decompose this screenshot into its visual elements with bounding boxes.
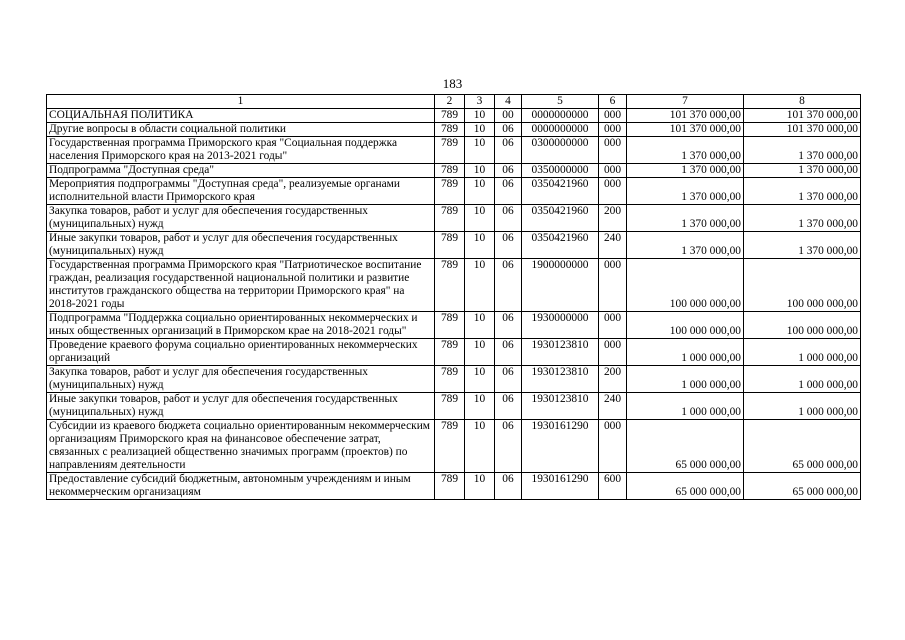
target-article-cell: 0350000000 <box>522 164 599 178</box>
amount-year1-cell: 100 000 000,00 <box>627 312 744 339</box>
expense-type-cell: 000 <box>599 339 627 366</box>
table-row <box>47 312 861 339</box>
amount-year2-cell: 101 370 000,00 <box>744 109 861 123</box>
target-article-cell: 0350421960 <box>522 178 599 205</box>
subsection-code-cell: 06 <box>495 205 522 232</box>
table-row <box>47 420 861 473</box>
row-name-cell: Подпрограмма "Поддержка социально ориентированных некоммерческих и иных общественных организаций в Приморском крае на 2018-2021 годы" <box>47 312 435 339</box>
amount-year2-cell: 101 370 000,00 <box>744 123 861 137</box>
section-code-cell: 10 <box>465 366 495 393</box>
row-name-cell: Проведение краевого форума социально ориентированных некоммерческих организаций <box>47 339 435 366</box>
expense-type-cell: 000 <box>599 178 627 205</box>
amount-year1-cell: 1 370 000,00 <box>627 137 744 164</box>
subsection-code-cell: 06 <box>495 164 522 178</box>
row-name-cell: Государственная программа Приморского края "Социальная поддержка населения Приморского края на 2013-2021 годы" <box>47 137 435 164</box>
amount-year1-cell: 1 370 000,00 <box>627 178 744 205</box>
row-name-cell: Другие вопросы в области социальной политики <box>47 123 435 137</box>
subsection-code-cell: 06 <box>495 393 522 420</box>
ministry-code-cell: 789 <box>435 109 465 123</box>
subsection-code-cell: 06 <box>495 473 522 500</box>
amount-year2-cell: 1 370 000,00 <box>744 137 861 164</box>
section-code-cell: 10 <box>465 339 495 366</box>
amount-year2-cell: 1 000 000,00 <box>744 339 861 366</box>
amount-year1-cell: 1 000 000,00 <box>627 339 744 366</box>
amount-year2-cell: 65 000 000,00 <box>744 420 861 473</box>
target-article-cell: 1930123810 <box>522 339 599 366</box>
row-name-cell: Подпрограмма "Доступная среда" <box>47 164 435 178</box>
subsection-code-cell: 00 <box>495 109 522 123</box>
amount-year1-cell: 100 000 000,00 <box>627 259 744 312</box>
column-header: 8 <box>744 95 861 109</box>
column-header: 1 <box>47 95 435 109</box>
subsection-code-cell: 06 <box>495 137 522 164</box>
row-name-cell: Иные закупки товаров, работ и услуг для обеспечения государственных (муниципальных) нужд <box>47 232 435 259</box>
amount-year2-cell: 100 000 000,00 <box>744 259 861 312</box>
table-row <box>47 109 861 123</box>
page-number: 183 <box>442 76 463 91</box>
section-code-cell: 10 <box>465 109 495 123</box>
section-code-cell: 10 <box>465 393 495 420</box>
amount-year1-cell: 1 370 000,00 <box>627 205 744 232</box>
target-article-cell: 0350421960 <box>522 232 599 259</box>
table-row <box>47 123 861 137</box>
section-code-cell: 10 <box>465 232 495 259</box>
amount-year2-cell: 1 370 000,00 <box>744 164 861 178</box>
column-header: 4 <box>495 95 522 109</box>
amount-year2-cell: 1 000 000,00 <box>744 393 861 420</box>
expense-type-cell: 600 <box>599 473 627 500</box>
row-name-cell: Закупка товаров, работ и услуг для обеспечения государственных (муниципальных) нужд <box>47 366 435 393</box>
expense-type-cell: 240 <box>599 393 627 420</box>
subsection-code-cell: 06 <box>495 339 522 366</box>
target-article-cell: 0000000000 <box>522 109 599 123</box>
ministry-code-cell: 789 <box>435 420 465 473</box>
row-name-cell: Закупка товаров, работ и услуг для обеспечения государственных (муниципальных) нужд <box>47 205 435 232</box>
amount-year2-cell: 1 370 000,00 <box>744 232 861 259</box>
amount-year1-cell: 65 000 000,00 <box>627 420 744 473</box>
expense-type-cell: 000 <box>599 312 627 339</box>
table-row <box>47 164 861 178</box>
amount-year2-cell: 1 370 000,00 <box>744 178 861 205</box>
table-row <box>47 178 861 205</box>
table-row <box>47 137 861 164</box>
ministry-code-cell: 789 <box>435 312 465 339</box>
amount-year2-cell: 65 000 000,00 <box>744 473 861 500</box>
amount-year1-cell: 1 000 000,00 <box>627 366 744 393</box>
ministry-code-cell: 789 <box>435 137 465 164</box>
row-name-cell: Государственная программа Приморского края "Патриотическое воспитание граждан, реализация государственной национальной политики и развитие институтов гражданского общества на территории Приморского края" на 2018-2021 годы <box>47 259 435 312</box>
ministry-code-cell: 789 <box>435 366 465 393</box>
amount-year2-cell: 1 370 000,00 <box>744 205 861 232</box>
row-name-cell: Предоставление субсидий бюджетным, автономным учреждениям и иным некоммерческим организациям <box>47 473 435 500</box>
column-header: 6 <box>599 95 627 109</box>
expense-type-cell: 000 <box>599 123 627 137</box>
ministry-code-cell: 789 <box>435 259 465 312</box>
target-article-cell: 1930161290 <box>522 473 599 500</box>
subsection-code-cell: 06 <box>495 420 522 473</box>
subsection-code-cell: 06 <box>495 123 522 137</box>
row-name-cell: Субсидии из краевого бюджета социально ориентированным некоммерческим организациям Приморского края на финансовое обеспечение затрат, связанных с реализацией общественно значимых программ (проектов) по направлениям деятельности <box>47 420 435 473</box>
amount-year1-cell: 1 370 000,00 <box>627 164 744 178</box>
row-name-cell: Иные закупки товаров, работ и услуг для обеспечения государственных (муниципальных) нужд <box>47 393 435 420</box>
amount-year1-cell: 101 370 000,00 <box>627 123 744 137</box>
ministry-code-cell: 789 <box>435 178 465 205</box>
table-row <box>47 366 861 393</box>
ministry-code-cell: 789 <box>435 164 465 178</box>
subsection-code-cell: 06 <box>495 366 522 393</box>
expense-type-cell: 240 <box>599 232 627 259</box>
target-article-cell: 0000000000 <box>522 123 599 137</box>
ministry-code-cell: 789 <box>435 339 465 366</box>
section-code-cell: 10 <box>465 137 495 164</box>
expense-type-cell: 000 <box>599 420 627 473</box>
target-article-cell: 1900000000 <box>522 259 599 312</box>
subsection-code-cell: 06 <box>495 232 522 259</box>
expense-type-cell: 000 <box>599 164 627 178</box>
expense-type-cell: 000 <box>599 259 627 312</box>
section-code-cell: 10 <box>465 420 495 473</box>
section-code-cell: 10 <box>465 164 495 178</box>
budget-table <box>46 94 861 500</box>
section-code-cell: 10 <box>465 312 495 339</box>
column-header: 2 <box>435 95 465 109</box>
target-article-cell: 1930123810 <box>522 393 599 420</box>
ministry-code-cell: 789 <box>435 473 465 500</box>
row-name-cell: Мероприятия подпрограммы "Доступная среда", реализуемые органами исполнительной власти Приморского края <box>47 178 435 205</box>
section-code-cell: 10 <box>465 178 495 205</box>
ministry-code-cell: 789 <box>435 393 465 420</box>
subsection-code-cell: 06 <box>495 312 522 339</box>
target-article-cell: 1930000000 <box>522 312 599 339</box>
table-row <box>47 205 861 232</box>
target-article-cell: 0350421960 <box>522 205 599 232</box>
ministry-code-cell: 789 <box>435 205 465 232</box>
target-article-cell: 1930123810 <box>522 366 599 393</box>
section-code-cell: 10 <box>465 259 495 312</box>
column-header: 5 <box>522 95 599 109</box>
section-code-cell: 10 <box>465 473 495 500</box>
amount-year1-cell: 101 370 000,00 <box>627 109 744 123</box>
amount-year1-cell: 65 000 000,00 <box>627 473 744 500</box>
subsection-code-cell: 06 <box>495 178 522 205</box>
row-name-cell: СОЦИАЛЬНАЯ ПОЛИТИКА <box>47 109 435 123</box>
ministry-code-cell: 789 <box>435 232 465 259</box>
table-row <box>47 339 861 366</box>
target-article-cell: 1930161290 <box>522 420 599 473</box>
ministry-code-cell: 789 <box>435 123 465 137</box>
section-code-cell: 10 <box>465 205 495 232</box>
table-row <box>47 232 861 259</box>
amount-year2-cell: 100 000 000,00 <box>744 312 861 339</box>
table-row <box>47 393 861 420</box>
table-row <box>47 259 861 312</box>
amount-year1-cell: 1 000 000,00 <box>627 393 744 420</box>
column-header: 3 <box>465 95 495 109</box>
amount-year2-cell: 1 000 000,00 <box>744 366 861 393</box>
target-article-cell: 0300000000 <box>522 137 599 164</box>
table-row <box>47 473 861 500</box>
expense-type-cell: 000 <box>599 109 627 123</box>
expense-type-cell: 200 <box>599 366 627 393</box>
column-number-row <box>47 95 861 109</box>
expense-type-cell: 000 <box>599 137 627 164</box>
column-header: 7 <box>627 95 744 109</box>
expense-type-cell: 200 <box>599 205 627 232</box>
section-code-cell: 10 <box>465 123 495 137</box>
amount-year1-cell: 1 370 000,00 <box>627 232 744 259</box>
subsection-code-cell: 06 <box>495 259 522 312</box>
